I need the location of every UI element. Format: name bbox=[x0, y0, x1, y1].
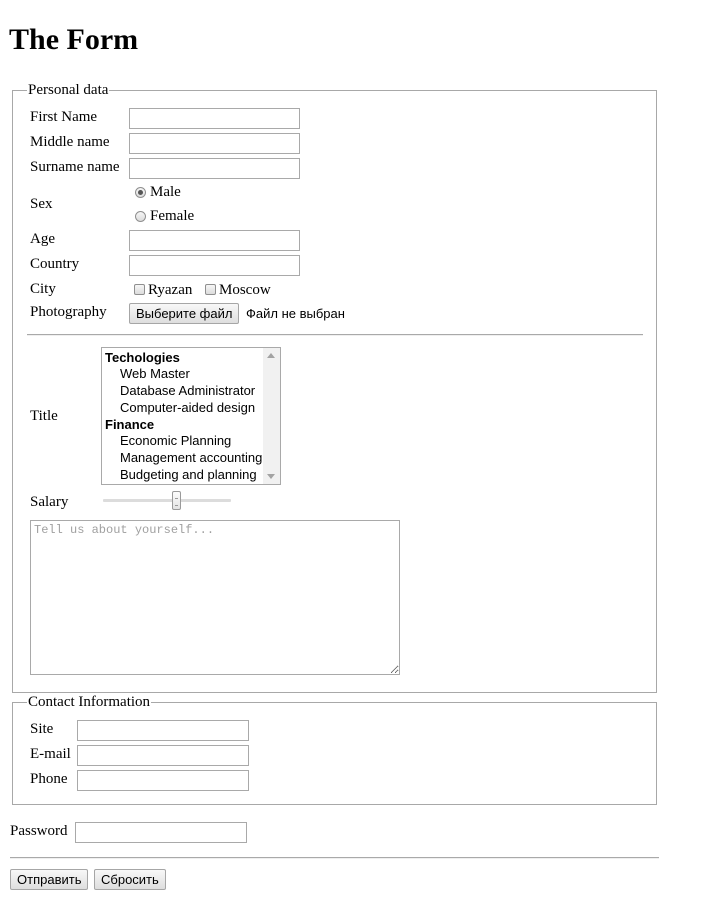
site-label: Site bbox=[30, 721, 54, 737]
listbox-option-economic-planning[interactable]: Economic Planning bbox=[120, 433, 232, 448]
listbox-scrollbar[interactable] bbox=[263, 348, 280, 484]
choose-file-button[interactable]: Выберите файл bbox=[129, 303, 239, 324]
middle-name-label: Middle name bbox=[30, 134, 110, 150]
submit-button[interactable]: Отправить bbox=[10, 869, 88, 890]
password-input[interactable] bbox=[75, 822, 247, 843]
salary-label: Salary bbox=[30, 494, 69, 510]
listbox-option-web-master[interactable]: Web Master bbox=[120, 366, 190, 381]
arrow-up-icon[interactable] bbox=[267, 353, 275, 358]
listbox-option-management-accounting[interactable]: Management accounting bbox=[120, 450, 263, 465]
phone-label: Phone bbox=[30, 771, 68, 787]
age-label: Age bbox=[30, 231, 55, 247]
phone-input[interactable] bbox=[77, 770, 249, 791]
country-input[interactable] bbox=[129, 255, 300, 276]
surname-input[interactable] bbox=[129, 158, 300, 179]
salary-slider-track bbox=[103, 499, 231, 502]
reset-button[interactable]: Сбросить bbox=[94, 869, 166, 890]
male-radio[interactable] bbox=[135, 187, 146, 198]
listbox-option-database-administrator[interactable]: Database Administrator bbox=[120, 383, 256, 398]
site-input[interactable] bbox=[77, 720, 249, 741]
bottom-divider bbox=[10, 857, 659, 859]
page-title: The Form bbox=[9, 23, 139, 56]
listbox-group-technologies: Techologies bbox=[105, 350, 180, 365]
ryazan-checkbox-label[interactable]: Ryazan bbox=[148, 282, 193, 298]
salary-slider-thumb[interactable] bbox=[172, 491, 181, 510]
title-label: Title bbox=[30, 408, 58, 424]
middle-name-input[interactable] bbox=[129, 133, 300, 154]
listbox-option-budgeting-and-planning[interactable]: Budgeting and planning bbox=[120, 467, 257, 482]
listbox-group-finance: Finance bbox=[105, 417, 155, 432]
surname-label: Surname name bbox=[30, 159, 120, 175]
personal-data-legend: Personal data bbox=[28, 82, 109, 98]
listbox-option-computer-aided-design[interactable]: Computer-aided design bbox=[120, 400, 256, 415]
photography-label: Photography bbox=[30, 304, 107, 320]
first-name-label: First Name bbox=[30, 109, 98, 125]
sex-label: Sex bbox=[30, 196, 53, 212]
city-label: City bbox=[30, 281, 56, 297]
moscow-checkbox[interactable] bbox=[205, 284, 216, 295]
password-label: Password bbox=[10, 823, 68, 839]
age-input[interactable] bbox=[129, 230, 300, 251]
section-divider bbox=[27, 334, 643, 336]
arrow-down-icon[interactable] bbox=[267, 474, 275, 479]
male-radio-label[interactable]: Male bbox=[150, 184, 181, 200]
email-input[interactable] bbox=[77, 745, 249, 766]
first-name-input[interactable] bbox=[129, 108, 300, 129]
salary-slider[interactable] bbox=[103, 491, 231, 511]
country-label: Country bbox=[30, 256, 80, 272]
moscow-checkbox-label[interactable]: Moscow bbox=[219, 282, 271, 298]
email-label: E-mail bbox=[30, 746, 71, 762]
contact-info-legend: Contact Information bbox=[28, 694, 151, 710]
title-listbox[interactable] bbox=[101, 347, 281, 485]
female-radio[interactable] bbox=[135, 211, 146, 222]
about-textarea[interactable] bbox=[30, 520, 400, 675]
file-status-text: Файл не выбран bbox=[246, 306, 345, 321]
ryazan-checkbox[interactable] bbox=[134, 284, 145, 295]
female-radio-label[interactable]: Female bbox=[150, 208, 195, 224]
